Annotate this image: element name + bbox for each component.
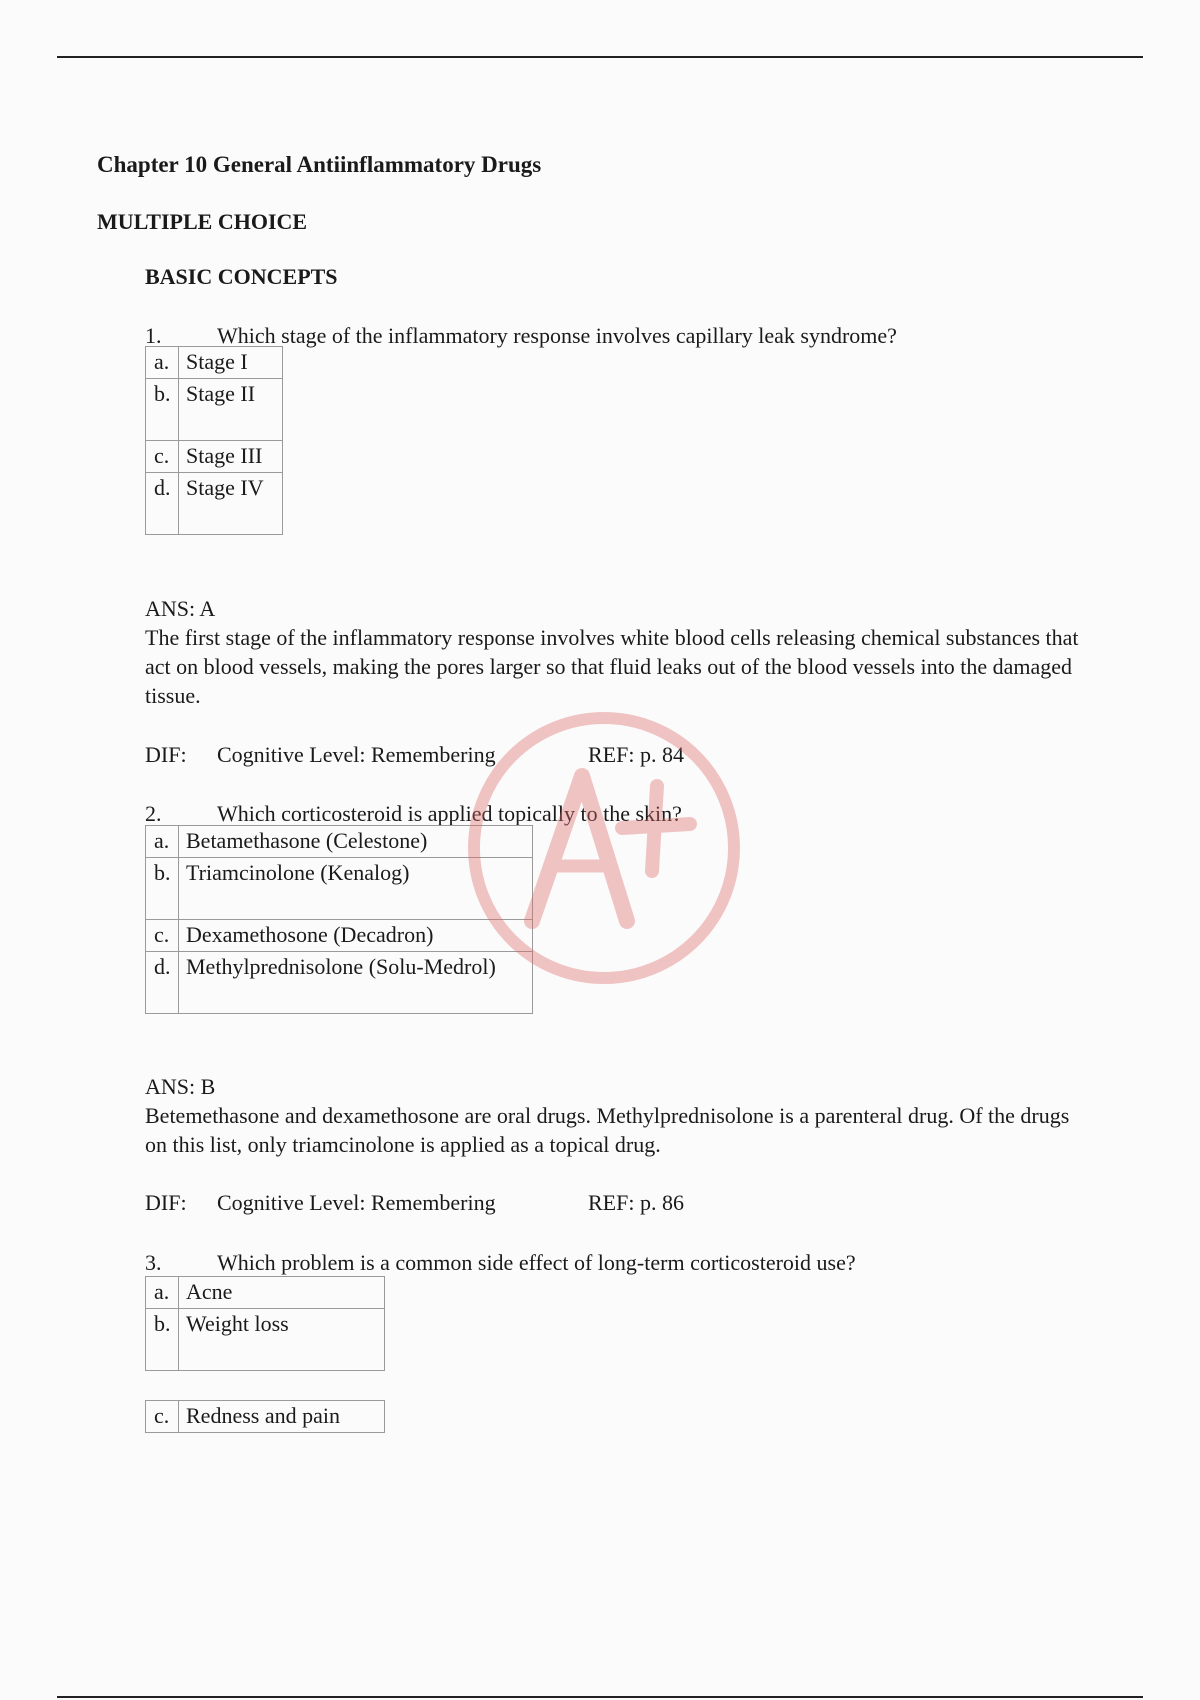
option-text: Triamcinolone (Kenalog) <box>179 858 533 920</box>
section-heading: MULTIPLE CHOICE <box>97 209 308 234</box>
answer-explanation: Betemethasone and dexamethosone are oral drugs. Methylprednisolone is a parenteral drug. Of the drugs on this list, only triamcinolone is applied as a topical drug. <box>145 1103 1070 1157</box>
difficulty-value: Cognitive Level: Remembering <box>217 1190 496 1215</box>
question-number: 1. <box>145 323 162 348</box>
options-table <box>145 346 283 535</box>
options-table <box>145 825 533 1014</box>
option-text: Methylprednisolone (Solu-Medrol) <box>179 952 533 1014</box>
subsection-heading: BASIC CONCEPTS <box>145 264 338 289</box>
question-text: Which corticosteroid is applied topically to the skin? <box>217 801 682 826</box>
page-title: Chapter 10 General Antiinflammatory Drugs <box>97 152 542 177</box>
option-text: Betamethasone (Celestone) <box>179 826 533 858</box>
question-text: Which problem is a common side effect of long-term corticosteroid use? <box>217 1250 856 1275</box>
answer-explanation: The first stage of the inflammatory response involves white blood cells releasing chemical substances that act on blood vessels, making the pores larger so that fluid leaks out of the blood vessels into the damaged tissue. <box>145 625 1079 708</box>
option-letter: b. <box>146 379 179 441</box>
option-text: Weight loss <box>179 1309 385 1371</box>
option-row[interactable] <box>146 920 533 952</box>
option-letter: a. <box>146 1277 179 1309</box>
option-row[interactable] <box>146 347 283 379</box>
option-row[interactable] <box>146 1309 385 1371</box>
question-text: Which stage of the inflammatory response involves capillary leak syndrome? <box>217 323 897 348</box>
option-text: Stage I <box>179 347 283 379</box>
option-text: Dexamethosone (Decadron) <box>179 920 533 952</box>
answer-label: ANS: A <box>145 596 216 621</box>
option-letter: b. <box>146 1309 179 1371</box>
option-row[interactable] <box>146 441 283 473</box>
option-letter: d. <box>146 952 179 1014</box>
option-row[interactable] <box>146 858 533 920</box>
difficulty-value: Cognitive Level: Remembering <box>217 742 496 767</box>
option-row[interactable] <box>146 826 533 858</box>
top-rule <box>57 56 1143 58</box>
option-text: Stage III <box>179 441 283 473</box>
option-row[interactable] <box>146 1277 385 1309</box>
option-letter: c. <box>146 441 179 473</box>
option-text: Stage II <box>179 379 283 441</box>
option-row[interactable] <box>146 1401 385 1433</box>
options-table <box>145 1276 385 1371</box>
option-row[interactable] <box>146 473 283 535</box>
option-row[interactable] <box>146 379 283 441</box>
option-letter: a. <box>146 826 179 858</box>
option-letter: a. <box>146 347 179 379</box>
option-letter: d. <box>146 473 179 535</box>
options-table <box>145 1400 385 1433</box>
reference: REF: p. 86 <box>588 1190 684 1215</box>
option-letter: c. <box>146 920 179 952</box>
option-letter: b. <box>146 858 179 920</box>
option-row[interactable] <box>146 952 533 1014</box>
question-number: 2. <box>145 801 162 826</box>
option-text: Stage IV <box>179 473 283 535</box>
difficulty-label: DIF: <box>145 1190 187 1215</box>
question-number: 3. <box>145 1250 162 1275</box>
reference: REF: p. 84 <box>588 742 684 767</box>
option-text: Redness and pain <box>179 1401 385 1433</box>
option-letter: c. <box>146 1401 179 1433</box>
difficulty-label: DIF: <box>145 742 187 767</box>
option-text: Acne <box>179 1277 385 1309</box>
bottom-rule <box>57 1696 1143 1698</box>
answer-label: ANS: B <box>145 1074 216 1099</box>
